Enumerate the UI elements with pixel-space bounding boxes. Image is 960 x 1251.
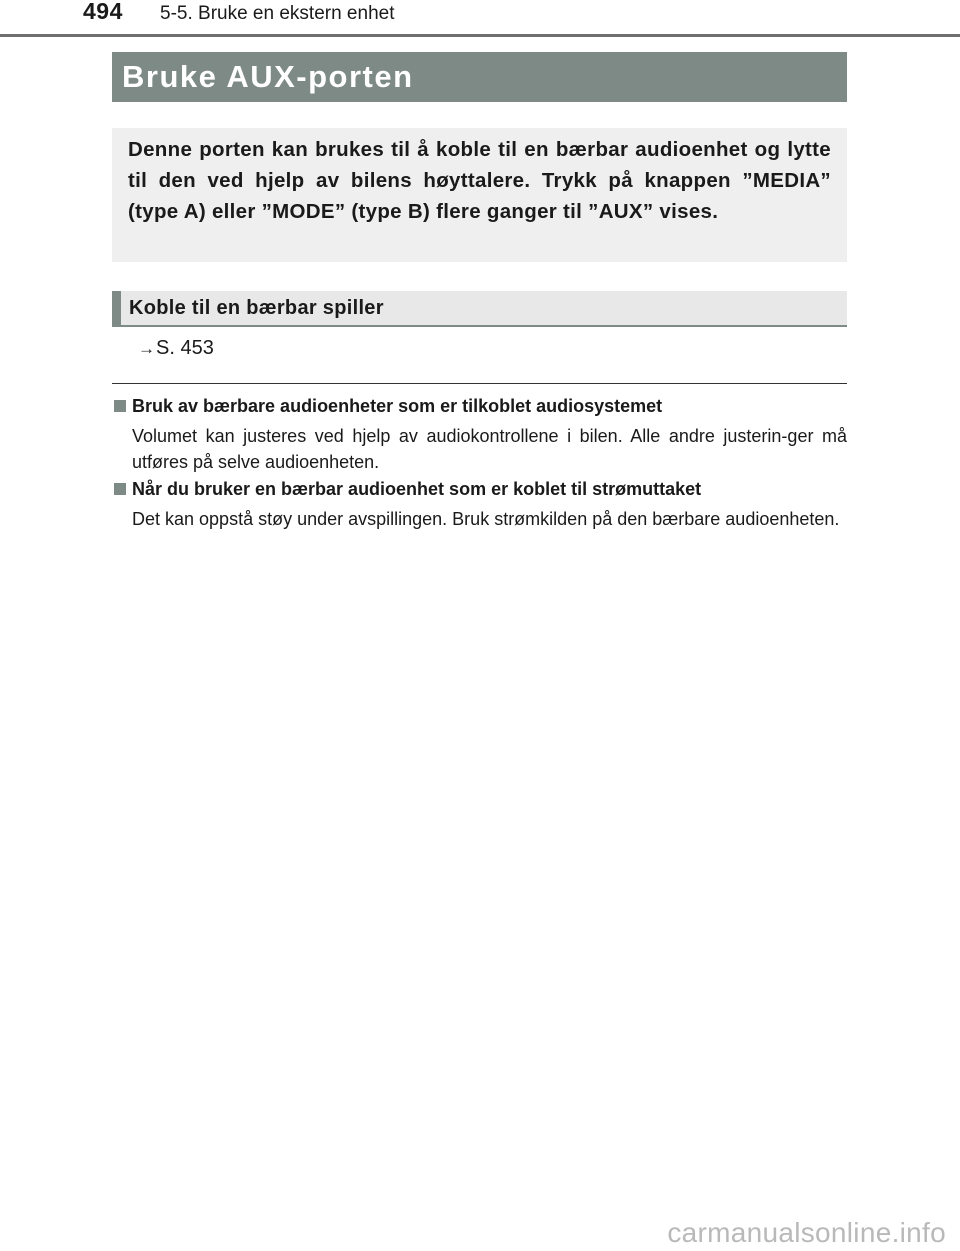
square-bullet-icon xyxy=(114,483,126,495)
page-title: Bruke AUX-porten xyxy=(122,59,414,94)
note-heading: Når du bruker en bærbar audioenhet som er koblet til strømuttaket xyxy=(132,479,702,499)
header-rule xyxy=(0,34,960,37)
subheading-title: Koble til en bærbar spiller xyxy=(129,296,384,319)
note-heading: Bruk av bærbare audioenheter som er tilkoblet audiosystemet xyxy=(132,396,663,416)
page-reference[interactable] xyxy=(138,337,214,360)
arrow-right-icon: → xyxy=(138,339,155,358)
note-item xyxy=(112,477,847,532)
page-number: 494 xyxy=(83,0,123,24)
intro-box xyxy=(112,128,847,262)
subheading-accent xyxy=(112,291,121,325)
page-reference-text: S. 453 xyxy=(156,337,214,359)
intro-text: Denne porten kan brukes til å koble til en bærbar audioenhet og lytte til den ved hjelp av bilens høyttalere. Trykk på knappen ”MEDIA” (type A) eller ”MODE” (type B) flere ganger til ”AUX” vises. xyxy=(128,138,831,223)
note-item xyxy=(112,394,847,475)
watermark: carmanualsonline.info xyxy=(667,1217,946,1248)
content-divider xyxy=(112,383,847,384)
square-bullet-icon xyxy=(114,400,126,412)
title-bar xyxy=(112,52,847,102)
subheading-bar xyxy=(112,291,847,327)
note-body: Volumet kan justeres ved hjelp av audiokontrollene i bilen. Alle andre justerin-ger må utføres på selve audioenheten. xyxy=(132,426,847,472)
running-header: 5-5. Bruke en ekstern enhet xyxy=(160,3,395,24)
note-body: Det kan oppstå støy under avspillingen. Bruk strømkilden på den bærbare audioenheten. xyxy=(132,509,840,529)
